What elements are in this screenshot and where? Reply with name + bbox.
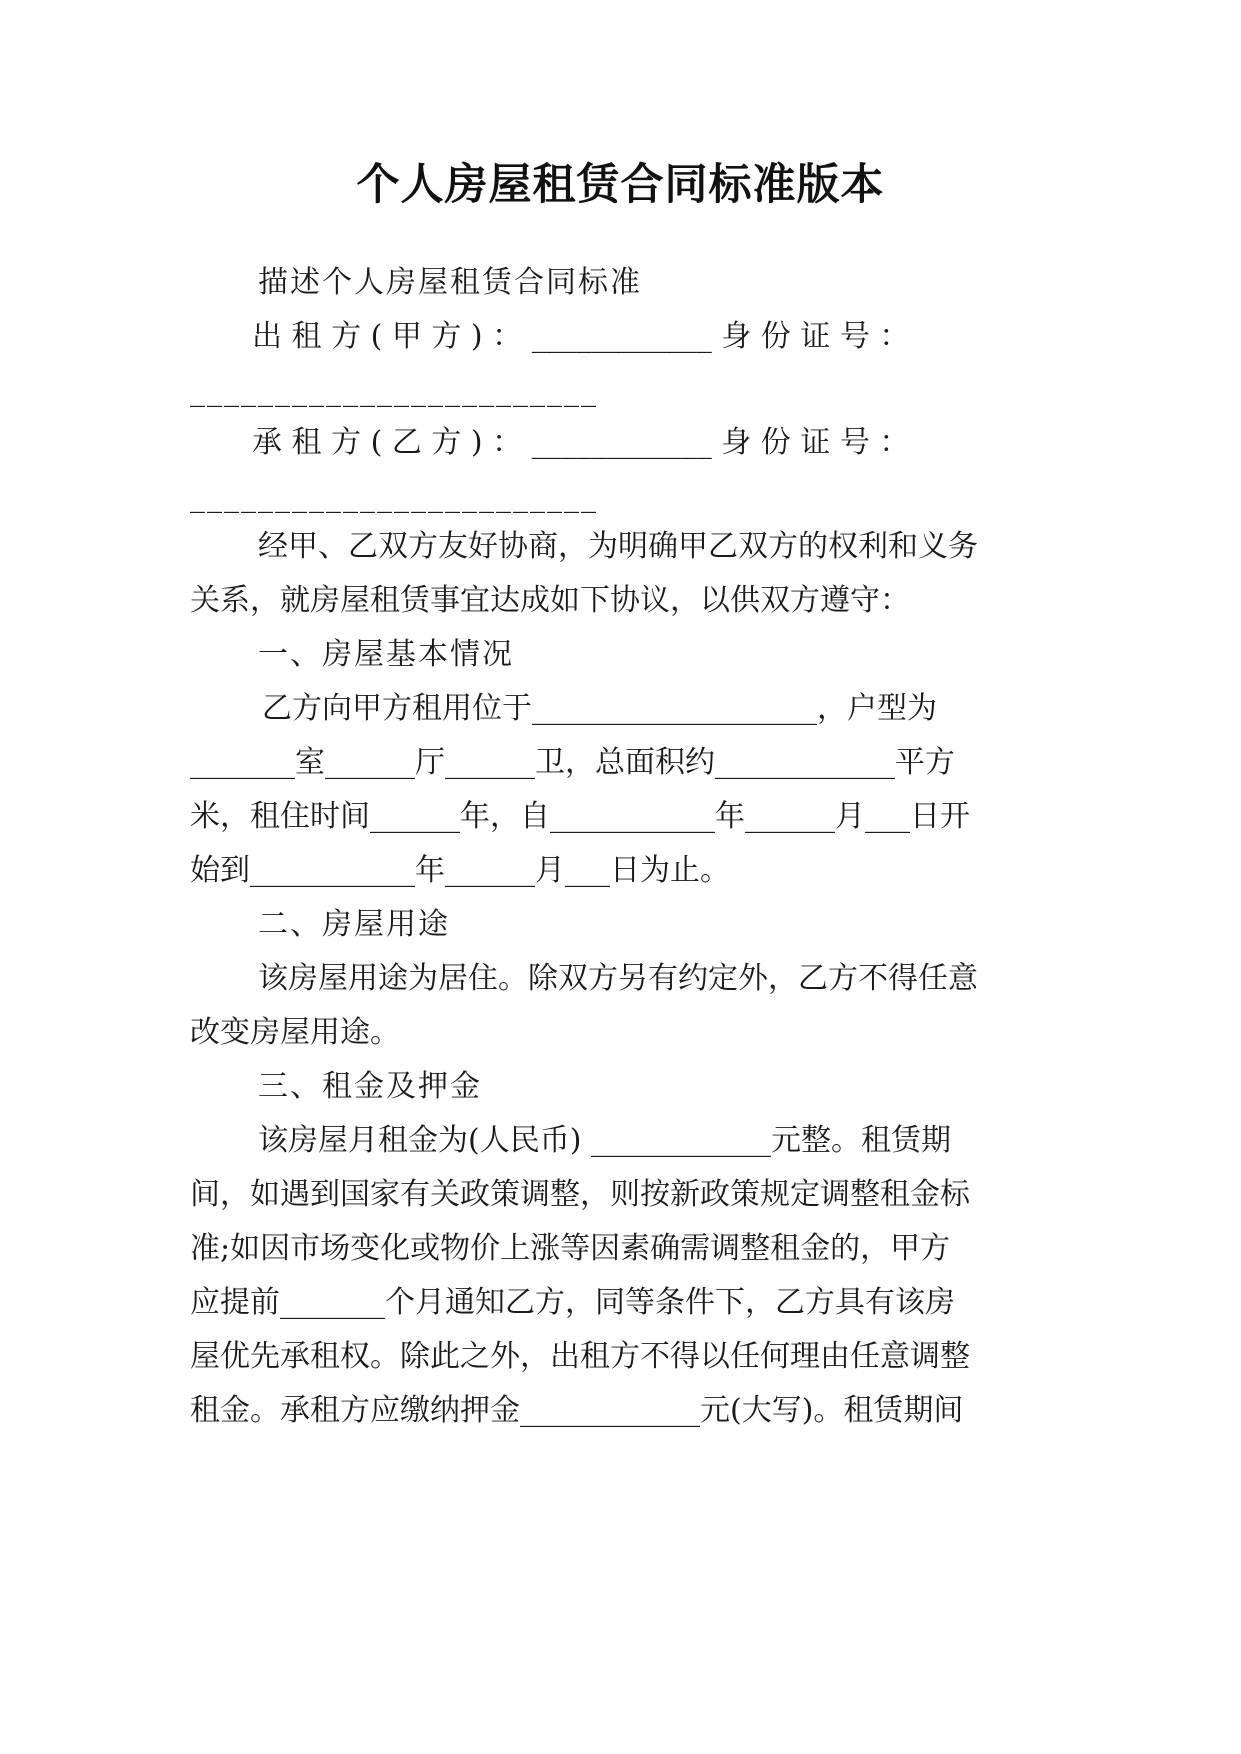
paragraph-line: 屋优先承租权。除此之外，出租方不得以任何理由任意调整 [190,1339,970,1374]
paragraph-line: 间，如遇到国家有关政策调整，则按新政策规定调整租金标 [190,1177,970,1212]
paragraph-line: _______室______厅______卫，总面积约____________平方 [190,745,955,780]
paragraph-line: 该房屋用途为居住。除双方另有约定外，乙方不得任意 [258,961,978,996]
section-heading: 二、房屋用途 [258,907,450,942]
paragraph-line: 改变房屋用途。 [190,1015,400,1050]
paragraph-line: 应提前_______个月通知乙方，同等条件下，乙方具有该房 [190,1285,955,1320]
section-heading: 一、房屋基本情况 [258,637,514,672]
paragraph-line: 始到___________年______月___日为止。 [190,853,730,888]
document-title: 个人房屋租赁合同标准版本 [356,160,885,210]
paragraph-line: 准;如因市场变化或物价上涨等因素确需调整租金的，甲方 [190,1231,951,1266]
lessee-id-blank: ________________________ [190,479,598,514]
paragraph-line: 米，租住时间______年，自___________年______月___日开 [190,799,970,834]
intro-line: 描述个人房屋租赁合同标准 [258,265,642,300]
paragraph-line: 关系，就房屋租赁事宜达成如下协议，以供双方遵守： [190,583,910,618]
paragraph-line: 该房屋月租金为(人民币) ____________元整。租赁期 [258,1123,951,1158]
lessor-line: 出 租 方 ( 甲 方 ) ： ____________ 身 份 证 号 ： [252,319,910,354]
paragraph-line: 乙方向甲方租用位于___________________，户型为 [262,691,937,726]
paragraph-line: 经甲、乙双方友好协商，为明确甲乙双方的权利和义务 [258,529,978,564]
paragraph-line: 租金。承租方应缴纳押金____________元(大写)。租赁期间 [190,1393,964,1428]
lessor-id-blank: ________________________ [190,373,598,408]
section-heading: 三、租金及押金 [258,1069,482,1104]
lessee-line: 承 租 方 ( 乙 方 ) ： ____________ 身 份 证 号 ： [252,425,910,460]
